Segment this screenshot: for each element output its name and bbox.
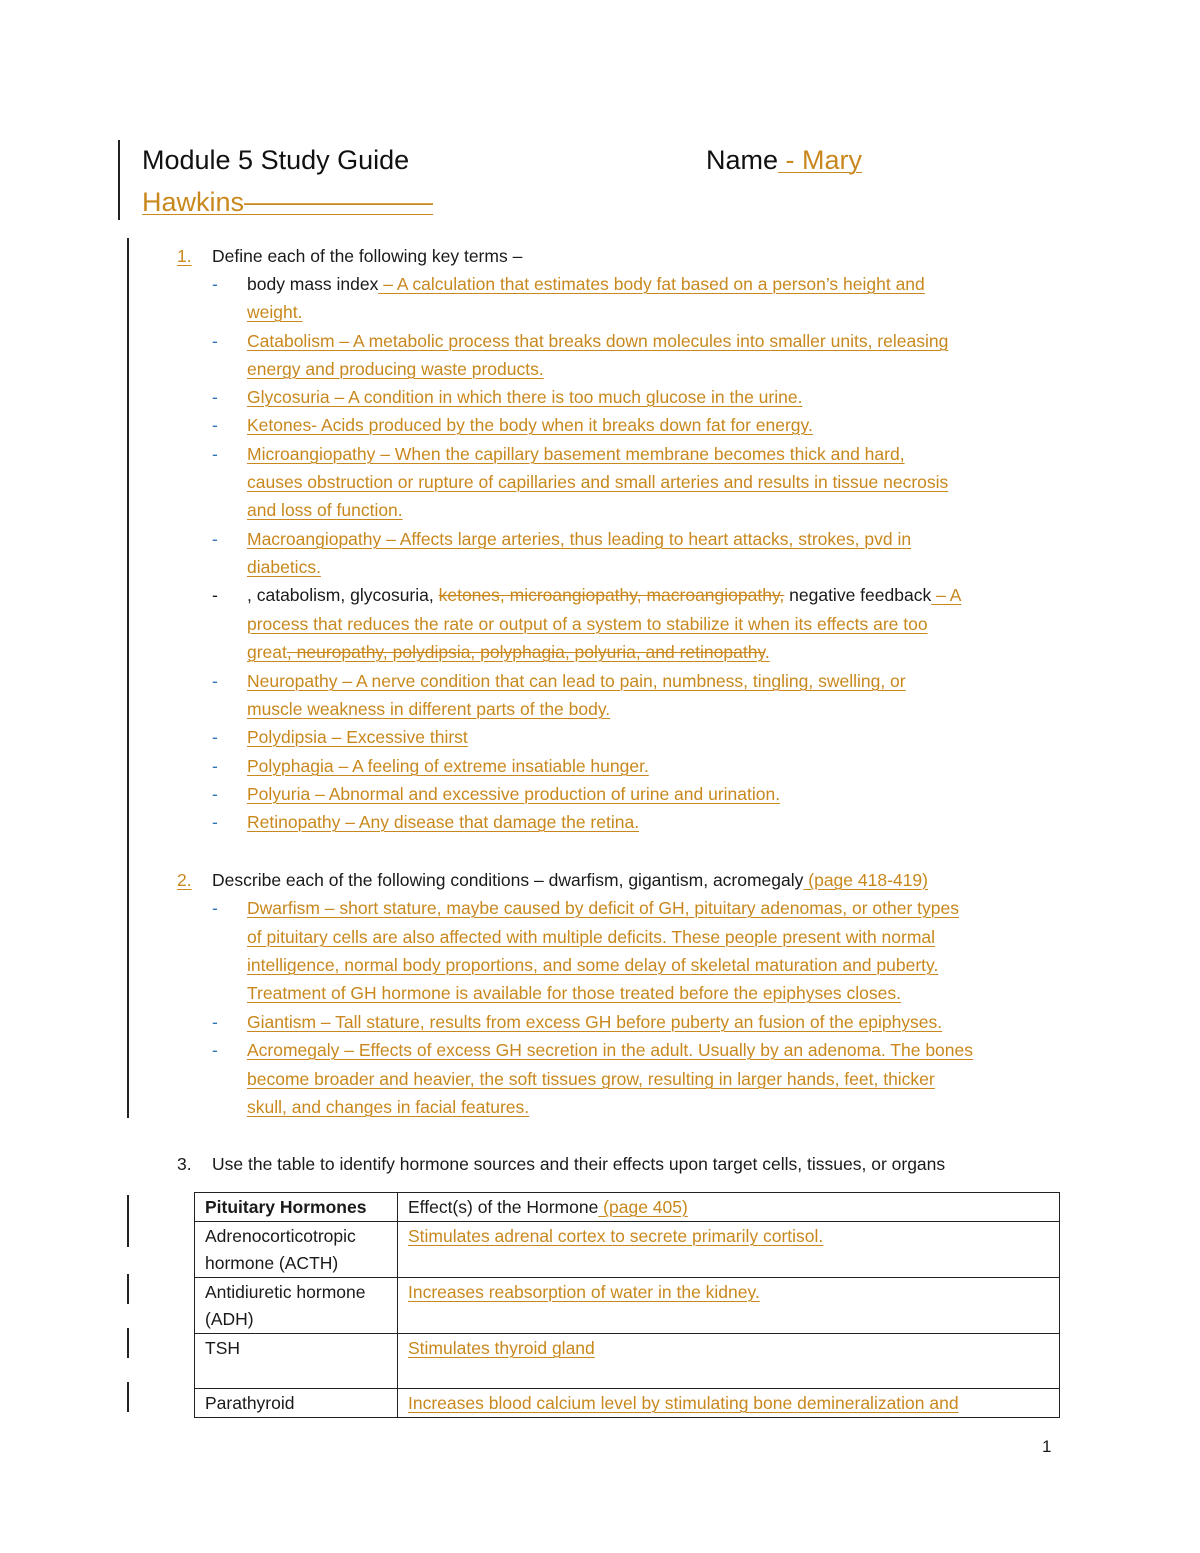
list-item-continued: skull, and changes in facial features. (247, 1097, 530, 1117)
list-bullet: - (212, 1012, 218, 1032)
list-item: Giantism – Tall stature, results from excess GH before puberty an fusion of the epiphyses. (247, 1012, 943, 1032)
list-item: Polyphagia – A feeling of extreme insatiable hunger. (247, 756, 649, 776)
list-item: Neuropathy – A nerve condition that can lead to pain, numbness, tingling, swelling, or (247, 671, 906, 691)
question-prompt: Define each of the following key terms – (212, 246, 523, 266)
table-row (195, 1222, 1060, 1278)
list-bullet: - (212, 727, 218, 747)
list-item-continued: and loss of function. (247, 500, 403, 520)
list-bullet: - (212, 898, 218, 918)
page-title: Module 5 Study Guide (142, 145, 410, 175)
list-item: Microangiopathy – When the capillary basement membrane becomes thick and hard, (247, 444, 905, 464)
hormone-cell: Adrenocorticotropic hormone (ACTH) (195, 1222, 398, 1278)
list-bullet: - (212, 585, 218, 605)
list-item-continued: process that reduces the rate or output of a system to stabilize it when its effects are too (247, 614, 928, 634)
list-item: Acromegaly – Effects of excess GH secretion in the adult. Usually by an adenoma. The bones (247, 1040, 973, 1060)
table-row (195, 1278, 1060, 1334)
list-item-continued: causes obstruction or rupture of capillaries and small arteries and results in tissue necrosis (247, 472, 949, 492)
list-item-continued: energy and producing waste products. (247, 359, 544, 379)
list-bullet: - (212, 671, 218, 691)
hormone-cell: Antidiuretic hormone (ADH) (195, 1278, 398, 1334)
list-bullet: - (212, 415, 218, 435)
table-row (195, 1389, 1060, 1418)
question-number: 1. (177, 246, 192, 266)
list-item: Macroangiopathy – Affects large arteries, thus leading to heart attacks, strokes, pvd in (247, 529, 912, 549)
question-number: 2. (177, 870, 192, 890)
question-number: 3. (177, 1154, 192, 1174)
table-header-row (195, 1193, 1060, 1222)
list-bullet: - (212, 529, 218, 549)
list-item-continued: muscle weakness in different parts of the body. (247, 699, 611, 719)
hormone-cell: Parathyroid (195, 1389, 398, 1418)
list-bullet: - (212, 1040, 218, 1060)
list-item: , catabolism, glycosuria, ketones, microangiopathy, macroangiopathy, negative feedback – A (247, 585, 962, 605)
list-bullet: - (212, 784, 218, 804)
name-label-line (706, 145, 862, 176)
name-label: Name (706, 145, 779, 175)
list-item: Dwarfism – short stature, maybe caused by deficit of GH, pituitary adenomas, or other types (247, 898, 959, 918)
change-bar (127, 1274, 129, 1304)
list-bullet: - (212, 274, 218, 294)
list-item-continued: become broader and heavier, the soft tissues grow, resulting in larger hands, feet, thicker (247, 1069, 935, 1089)
name-value-continued: Hawkins——————— (142, 187, 434, 217)
change-bar (118, 140, 120, 220)
name-value: - Mary (778, 145, 863, 175)
effect-cell: Increases blood calcium level by stimulating bone demineralization and (398, 1389, 1060, 1418)
question-prompt: Use the table to identify hormone sources and their effects upon target cells, tissues, or organs (212, 1154, 946, 1174)
change-bar (127, 1195, 129, 1247)
list-item-continued: intelligence, normal body proportions, and some delay of skeletal maturation and puberty. (247, 955, 939, 975)
list-item: Catabolism – A metabolic process that breaks down molecules into smaller units, releasing (247, 331, 949, 351)
list-bullet: - (212, 387, 218, 407)
list-item: Retinopathy – Any disease that damage the retina. (247, 812, 640, 832)
list-item: Polyuria – Abnormal and excessive production of urine and urination. (247, 784, 781, 804)
list-item-continued: weight. (247, 302, 303, 322)
list-bullet: - (212, 812, 218, 832)
change-bar (127, 1328, 129, 1358)
list-item: Glycosuria – A condition in which there is too much glucose in the urine. (247, 387, 803, 407)
list-item-continued: of pituitary cells are also affected with multiple deficits. These people present with normal (247, 927, 936, 947)
effect-cell: Increases reabsorption of water in the kidney. (398, 1278, 1060, 1334)
list-item: body mass index – A calculation that estimates body fat based on a person’s height and (247, 274, 925, 294)
list-item: Polydipsia – Excessive thirst (247, 727, 468, 747)
list-item: Ketones- Acids produced by the body when it breaks down fat for energy. (247, 415, 813, 435)
question-prompt: Describe each of the following conditions – dwarfism, gigantism, acromegaly (page 418-419) (212, 870, 928, 890)
list-item-continued: great, neuropathy, polydipsia, polyphagia, polyuria, and retinopathy. (247, 642, 770, 662)
change-bar (127, 238, 129, 1118)
table-header-effect: Effect(s) of the Hormone (page 405) (398, 1193, 1060, 1222)
change-bar (127, 1382, 129, 1412)
table-header-hormone: Pituitary Hormones (195, 1193, 398, 1222)
list-bullet: - (212, 444, 218, 464)
page-number: 1 (1042, 1437, 1052, 1456)
list-bullet: - (212, 331, 218, 351)
effect-cell: Stimulates thyroid gland (398, 1334, 1060, 1389)
effect-cell: Stimulates adrenal cortex to secrete primarily cortisol. (398, 1222, 1060, 1278)
list-item-continued: diabetics. (247, 557, 321, 577)
hormone-cell: TSH (195, 1334, 398, 1389)
list-bullet: - (212, 756, 218, 776)
table-row (195, 1334, 1060, 1389)
pituitary-hormones-table (194, 1192, 1060, 1418)
list-item-continued: Treatment of GH hormone is available for those treated before the epiphyses closes. (247, 983, 902, 1003)
